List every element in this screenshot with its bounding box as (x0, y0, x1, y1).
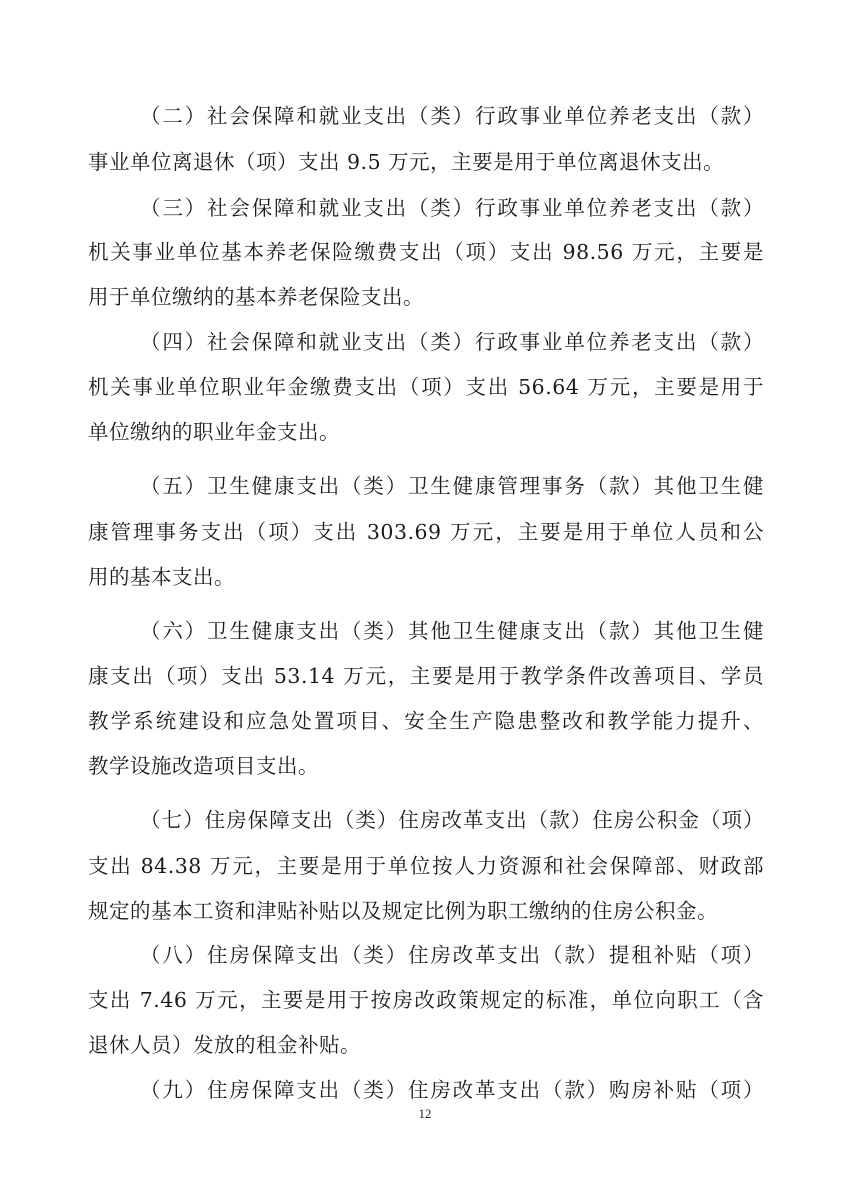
paragraph-8-line-3: 退休人员）发放的租金补贴。 (88, 1033, 361, 1057)
paragraph-6-line-3: 教学系统建设和应急处置项目、安全生产隐患整改和教学能力提升、 (88, 709, 764, 733)
paragraph-5-line-2: 康管理事务支出（项）支出 303.69 万元，主要是用于单位人员和公 (88, 520, 764, 544)
paragraph-3-line-1: （三）社会保障和就业支出（类）行政事业单位养老支出（款） (140, 196, 764, 220)
page-number: 12 (418, 1106, 432, 1121)
paragraph-7-line-2: 支出 84.38 万元，主要是用于单位按人力资源和社会保障部、财政部 (88, 854, 764, 878)
paragraph-4-line-2: 机关事业单位职业年金缴费支出（项）支出 56.64 万元，主要是用于 (88, 375, 764, 399)
paragraph-8-line-2: 支出 7.46 万元，主要是用于按房改政策规定的标准，单位向职工（含 (88, 988, 764, 1012)
paragraph-7-line-3: 规定的基本工资和津贴补贴以及规定比例为职工缴纳的住房公积金。 (88, 899, 718, 923)
paragraph-6-line-2: 康支出（项）支出 53.14 万元，主要是用于教学条件改善项目、学员 (88, 664, 764, 688)
paragraph-6-line-4: 教学设施改造项目支出。 (88, 754, 319, 778)
paragraph-7-line-1: （七）住房保障支出（类）住房改革支出（款）住房公积金（项） (140, 808, 764, 832)
paragraph-4-line-1: （四）社会保障和就业支出（类）行政事业单位养老支出（款） (140, 330, 764, 354)
paragraph-6-line-1: （六）卫生健康支出（类）其他卫生健康支出（款）其他卫生健 (140, 619, 764, 643)
paragraph-5-line-1: （五）卫生健康支出（类）卫生健康管理事务（款）其他卫生健 (140, 474, 764, 498)
paragraph-2-line-1: （二）社会保障和就业支出（类）行政事业单位养老支出（款） (140, 104, 764, 128)
paragraph-5-line-3: 用的基本支出。 (88, 565, 235, 589)
paragraph-8-line-1: （八）住房保障支出（类）住房改革支出（款）提租补贴（项） (140, 943, 764, 967)
paragraph-9-line-1: （九）住房保障支出（类）住房改革支出（款）购房补贴（项） (140, 1078, 764, 1102)
paragraph-2-line-2: 事业单位离退休（项）支出 9.5 万元，主要是用于单位离退休支出。 (88, 150, 725, 174)
paragraph-3-line-2: 机关事业单位基本养老保险缴费支出（项）支出 98.56 万元，主要是 (88, 240, 764, 264)
paragraph-4-line-3: 单位缴纳的职业年金支出。 (88, 420, 340, 444)
paragraph-3-line-3: 用于单位缴纳的基本养老保险支出。 (88, 285, 424, 309)
